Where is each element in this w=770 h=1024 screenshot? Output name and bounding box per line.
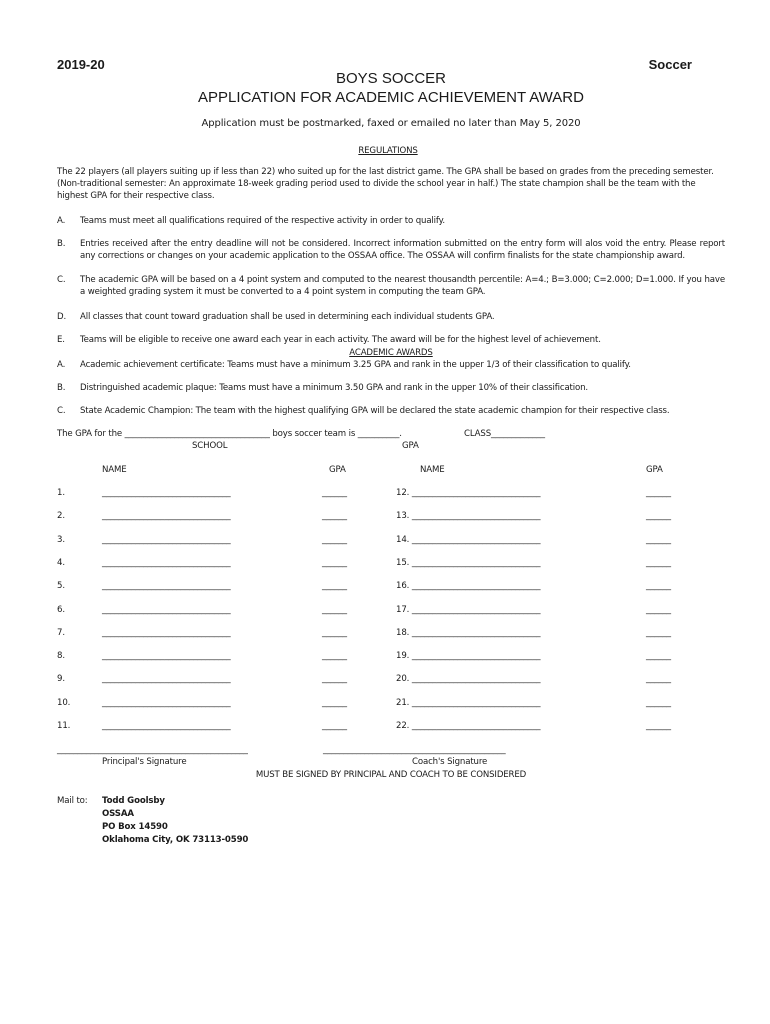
player-gpa-field-right[interactable]: ______ — [646, 697, 671, 708]
player-name-field-right[interactable]: _______________________________ — [411, 721, 541, 731]
player-gpa-field-left[interactable]: ______ — [322, 651, 347, 662]
player-gpa-field-right[interactable]: ______ — [646, 627, 671, 638]
player-name-field-left[interactable]: _______________________________ — [102, 651, 231, 662]
player-gpa-field-left[interactable]: ______ — [322, 674, 347, 685]
player-number-left: 1. — [57, 488, 65, 498]
player-name-field-left[interactable]: _______________________________ — [102, 557, 231, 568]
player-name-field-right[interactable]: _______________________________ — [411, 674, 541, 685]
coach-signature-line[interactable]: ____________________________________________ — [323, 745, 506, 755]
item-text: All classes that count toward graduation shall be used in determining each individual students GPA. — [80, 312, 495, 322]
regulations-heading: REGULATIONS — [358, 146, 418, 156]
player-number-left: 3. — [57, 534, 65, 545]
player-name-field-left[interactable]: _______________________________ — [102, 674, 231, 685]
player-gpa-field-left[interactable]: ______ — [322, 721, 347, 731]
gpa-statement — [57, 428, 402, 440]
gpa-column-header-right: GPA — [646, 465, 663, 475]
item-letter: A. — [57, 360, 66, 370]
player-name-field-right[interactable]: _______________________________ — [411, 488, 541, 498]
player-entry-right[interactable] — [396, 580, 540, 592]
player-number-right: 17. — [396, 604, 410, 615]
class-field[interactable]: _____________ — [491, 429, 545, 439]
player-number-right: 16. — [396, 581, 410, 592]
player-name-field-left[interactable]: _______________________________ — [102, 511, 231, 522]
item-text: Academic achievement certificate: Teams must have a minimum 3.25 GPA and rank in the upper 1/3 of their classification to qualify. — [80, 360, 631, 370]
roster-row — [0, 510, 770, 524]
gpa-column-header-left: GPA — [329, 465, 346, 475]
item-letter: B. — [57, 239, 66, 249]
name-column-header-left: NAME — [102, 465, 127, 475]
player-name-field-left[interactable]: _______________________________ — [102, 488, 231, 498]
class-statement — [464, 428, 545, 440]
item-letter: C. — [57, 275, 66, 285]
player-number-left: 6. — [57, 604, 65, 615]
mail-address-line-2: OSSAA — [102, 809, 134, 819]
player-entry-right[interactable] — [396, 697, 540, 709]
player-number-right: 20. — [396, 674, 410, 685]
player-gpa-field-left[interactable]: ______ — [322, 697, 347, 708]
player-gpa-field-right[interactable]: ______ — [646, 721, 671, 731]
player-name-field-right[interactable]: _______________________________ — [411, 651, 541, 662]
player-entry-right[interactable] — [396, 557, 540, 569]
item-text: Teams will be eligible to receive one award each year in each activity. The award will be for the highest level of achievement. — [80, 335, 601, 345]
player-gpa-field-right[interactable]: ______ — [646, 604, 671, 615]
player-name-field-left[interactable]: _______________________________ — [102, 534, 231, 545]
school-name-field[interactable]: ___________________________________ — [124, 429, 270, 439]
player-gpa-field-left[interactable]: ______ — [322, 511, 347, 522]
player-number-left: 10. — [57, 697, 71, 708]
player-gpa-field-right[interactable]: ______ — [646, 581, 671, 592]
player-gpa-field-left[interactable]: ______ — [322, 604, 347, 615]
gpa-prefix: The GPA for the — [57, 429, 123, 439]
player-name-field-right[interactable]: _______________________________ — [411, 604, 541, 615]
roster-row — [0, 673, 770, 687]
item-text: Distringuished academic plaque: Teams must have a minimum 3.50 GPA and rank in the upper 10% of their classification. — [80, 383, 588, 393]
player-name-field-left[interactable]: _______________________________ — [102, 604, 231, 615]
item-letter: A. — [57, 216, 66, 226]
player-gpa-field-right[interactable]: ______ — [646, 557, 671, 568]
mail-address-line-1: Todd Goolsby — [102, 796, 165, 806]
player-number-right: 19. — [396, 651, 410, 662]
player-entry-right[interactable] — [396, 510, 540, 522]
mail-address-line-3: PO Box 14590 — [102, 822, 168, 832]
roster-row — [0, 697, 770, 711]
player-name-field-left[interactable]: _______________________________ — [102, 721, 231, 731]
player-name-field-right[interactable]: _______________________________ — [411, 627, 541, 638]
player-number-right: 21. — [396, 697, 410, 708]
item-letter: C. — [57, 406, 66, 416]
player-number-left: 8. — [57, 651, 65, 662]
coach-signature-label: Coach's Signature — [412, 757, 488, 767]
item-text: The academic GPA will be based on a 4 point system and computed to the nearest thousandth percentile: A=4.; B=3.000; C=2.000; D=1.000. If you have a weighted grading system it must be converted to a 4 point system in computing the team GPA. — [80, 275, 725, 297]
school-year: 2019-20 — [57, 57, 105, 72]
item-letter: B. — [57, 383, 66, 393]
player-gpa-field-right[interactable]: ______ — [646, 534, 671, 545]
player-number-left: 9. — [57, 674, 65, 685]
player-gpa-field-left[interactable]: ______ — [322, 627, 347, 638]
school-caption: SCHOOL — [192, 441, 228, 451]
principal-signature-line[interactable]: ______________________________________________ — [57, 745, 248, 755]
item-letter: D. — [57, 312, 67, 322]
player-number-right: 12. — [396, 488, 410, 498]
roster-row — [0, 580, 770, 594]
player-number-right: 14. — [396, 534, 410, 545]
player-entry-right[interactable] — [396, 627, 540, 639]
player-name-field-left[interactable]: _______________________________ — [102, 627, 231, 638]
gpa-middle-text: boys soccer team is — [272, 429, 356, 439]
gpa-caption: GPA — [402, 441, 419, 451]
regulations-intro: The 22 players (all players suiting up if less than 22) who suited up for the last district game. The GPA shall be based on grades from the preceding semester. (Non-traditional semester: An approximate 18-week grading period used to divide the school year in half.) The state champion shall be the team with the highest GPA for their respective class. — [57, 167, 714, 201]
player-gpa-field-right[interactable]: ______ — [646, 674, 671, 685]
player-gpa-field-right[interactable]: ______ — [646, 511, 671, 522]
player-entry-right[interactable] — [396, 720, 540, 732]
player-gpa-field-right[interactable]: ______ — [646, 488, 671, 498]
player-number-left: 2. — [57, 511, 65, 522]
roster-row — [0, 627, 770, 641]
player-number-right: 18. — [396, 627, 410, 638]
player-entry-right[interactable] — [396, 534, 540, 546]
mail-to-label: Mail to: — [57, 796, 88, 806]
form-title-line2: APPLICATION FOR ACADEMIC ACHIEVEMENT AWARD — [198, 89, 584, 106]
mail-address-line-4: Oklahoma City, OK 73113-0590 — [102, 835, 249, 845]
player-number-right: 15. — [396, 557, 410, 568]
roster-row — [0, 557, 770, 571]
player-entry-right[interactable] — [396, 604, 540, 616]
item-letter: E. — [57, 335, 65, 345]
player-name-field-left[interactable]: _______________________________ — [102, 697, 231, 708]
roster-row — [0, 720, 770, 734]
player-entry-right[interactable] — [396, 673, 540, 685]
academic-awards-heading: ACADEMIC AWARDS — [349, 348, 433, 358]
name-column-header-right: NAME — [420, 465, 445, 475]
player-gpa-field-left[interactable]: ______ — [322, 581, 347, 592]
roster-row — [0, 604, 770, 618]
principal-signature-label: Principal's Signature — [102, 757, 187, 767]
player-entry-right[interactable] — [396, 487, 540, 499]
player-gpa-field-left[interactable]: ______ — [322, 534, 347, 545]
roster-row — [0, 534, 770, 548]
player-gpa-field-left[interactable]: ______ — [322, 488, 347, 498]
player-name-field-left[interactable]: _______________________________ — [102, 581, 231, 592]
player-name-field-right[interactable]: _______________________________ — [411, 581, 541, 592]
player-name-field-right[interactable]: _______________________________ — [411, 557, 541, 568]
item-text: State Academic Champion: The team with the highest qualifying GPA will be declared the state academic champion for their respective class. — [80, 406, 670, 416]
player-number-left: 7. — [57, 627, 65, 638]
roster-row — [0, 650, 770, 664]
player-name-field-right[interactable]: _______________________________ — [411, 511, 541, 522]
player-number-left: 11. — [57, 721, 71, 731]
signature-notice: MUST BE SIGNED BY PRINCIPAL AND COACH TO BE CONSIDERED — [255, 770, 527, 780]
player-gpa-field-right[interactable]: ______ — [646, 651, 671, 662]
class-label: CLASS — [464, 429, 492, 439]
player-number-left: 4. — [57, 557, 65, 568]
player-gpa-field-left[interactable]: ______ — [322, 557, 347, 568]
sport-label: Soccer — [648, 57, 692, 72]
player-number-right: 22. — [396, 721, 410, 731]
player-name-field-right[interactable]: _______________________________ — [411, 697, 541, 708]
form-title-line1: BOYS SOCCER — [335, 70, 447, 87]
deadline-notice: Application must be postmarked, faxed or emailed no later than May 5, 2020 — [201, 118, 581, 129]
player-name-field-right[interactable]: _______________________________ — [411, 534, 541, 545]
team-gpa-field[interactable]: __________. — [357, 429, 402, 439]
item-text: Entries received after the entry deadline will not be considered. Incorrect information submitted on the entry form will alos void the entry. Please report any corrections or changes on your academic application to the OSSAA office. The OSSAA will confirm finalists for the state championship award. — [80, 239, 725, 261]
roster-row — [0, 487, 770, 501]
player-entry-right[interactable] — [396, 650, 540, 662]
player-number-right: 13. — [396, 511, 410, 522]
item-text: Teams must meet all qualifications required of the respective activity in order to qualify. — [80, 216, 445, 226]
player-number-left: 5. — [57, 581, 65, 592]
